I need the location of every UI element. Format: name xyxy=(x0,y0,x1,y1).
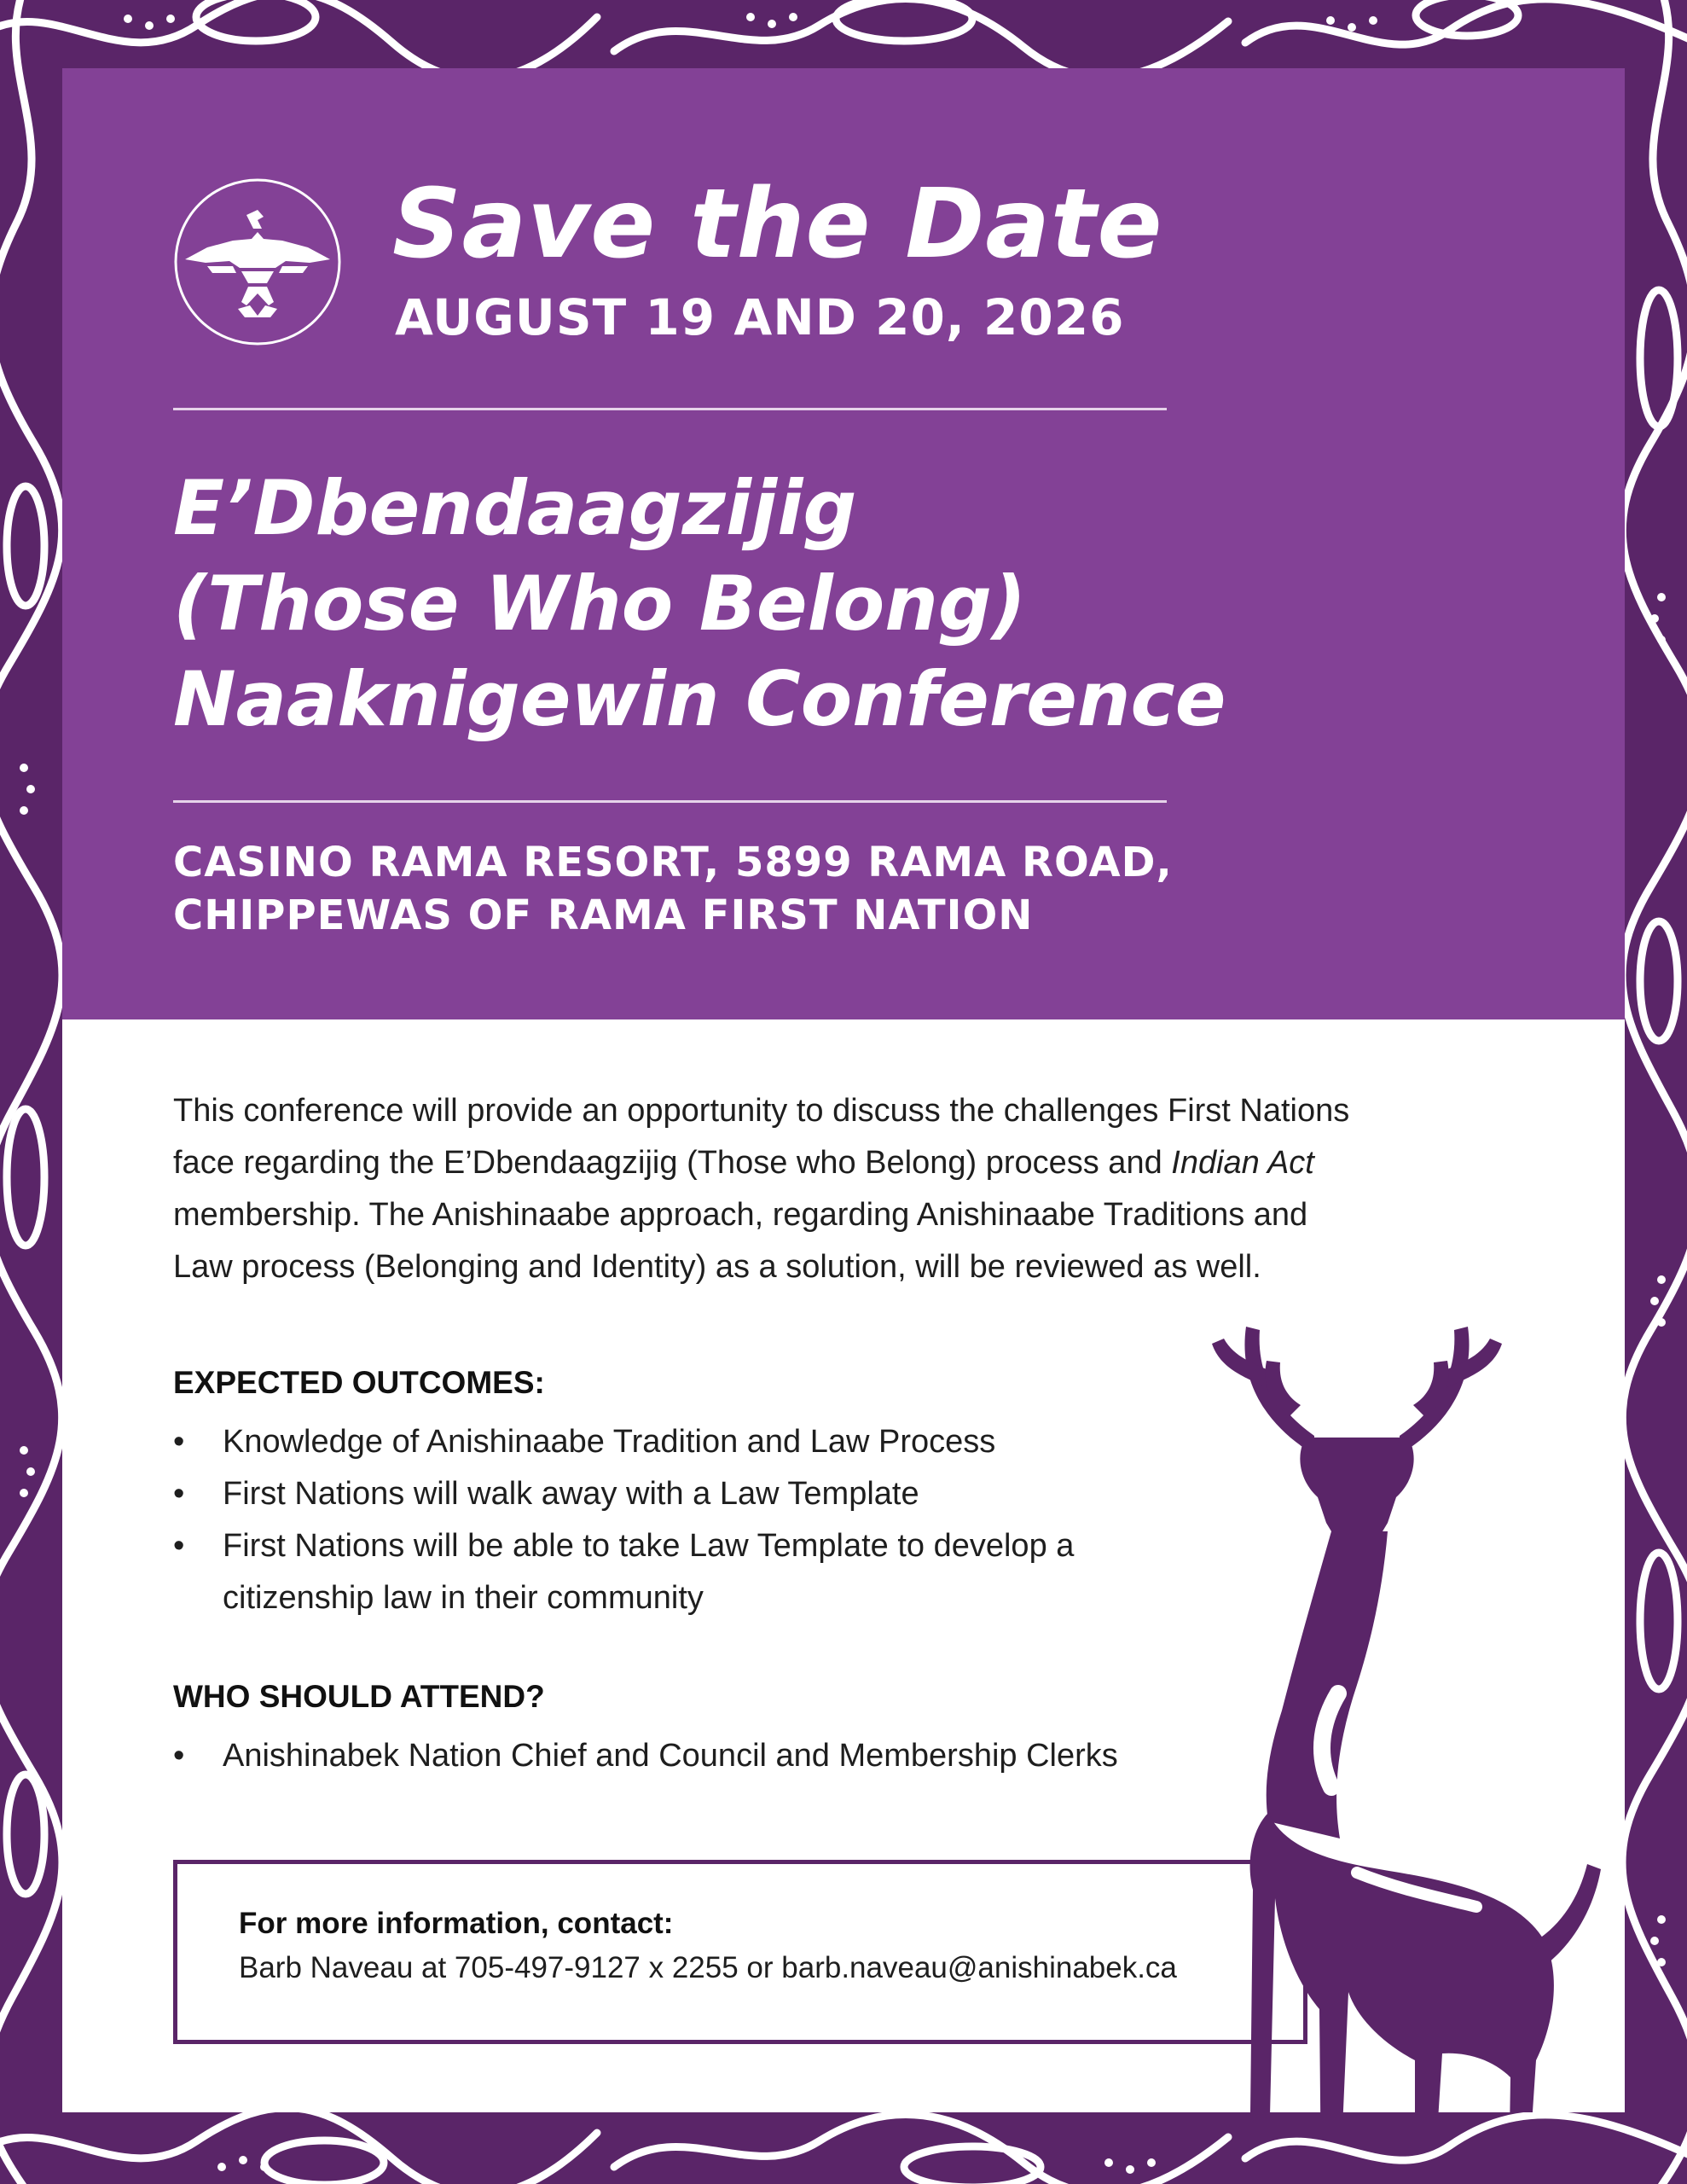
conference-title-line: Naaknigewin Conference xyxy=(173,655,1226,743)
indian-act-emphasis: Indian Act xyxy=(1171,1145,1314,1181)
venue-line: CHIPPEWAS OF RAMA FIRST NATION xyxy=(173,892,1034,939)
list-item-text: First Nations will be able to take Law Template to develop a xyxy=(223,1528,1075,1564)
divider-bottom xyxy=(173,800,1167,803)
event-date: AUGUST 19 AND 20, 2026 xyxy=(395,288,1125,346)
list-item-text: First Nations will walk away with a Law Template xyxy=(223,1476,919,1512)
list-item-text: Knowledge of Anishinaabe Tradition and Law Process xyxy=(223,1424,996,1460)
contact-box xyxy=(173,1860,1307,2044)
intro-line: This conference will provide an opportunity to discuss the challenges First Nations xyxy=(173,1093,1350,1129)
bullet-marker: • xyxy=(173,1738,185,1774)
list-item-text: Anishinabek Nation Chief and Council and Membership Clerks xyxy=(223,1738,1118,1774)
conference-title-line: E’Dbendaagzijig xyxy=(173,464,857,552)
list-item xyxy=(173,1520,1282,1624)
attend-list xyxy=(173,1730,1282,1782)
list-item xyxy=(173,1416,1282,1468)
list-item-text: citizenship law in their community xyxy=(223,1580,704,1616)
contact-details[interactable]: Barb Naveau at 705-497-9127 x 2255 or barb.naveau@anishinabek.ca xyxy=(239,1951,1177,1984)
who-should-attend-heading: WHO SHOULD ATTEND? xyxy=(173,1679,545,1714)
intro-paragraph xyxy=(173,1085,1521,1293)
deer-silhouette-icon xyxy=(1186,1310,1625,2112)
bullet-marker: • xyxy=(173,1424,185,1460)
intro-text: face regarding the E’Dbendaagzijig (Those who Belong) process and xyxy=(173,1145,1172,1181)
intro-line xyxy=(173,1137,1521,1189)
intro-line: Law process (Belonging and Identity) as a solution, will be reviewed as well. xyxy=(173,1249,1261,1285)
list-item xyxy=(173,1730,1282,1782)
hero-banner xyxy=(62,68,1625,1019)
bullet-marker: • xyxy=(173,1476,185,1512)
content-panel xyxy=(62,68,1625,2112)
divider-top xyxy=(173,408,1167,410)
expected-outcomes-heading: EXPECTED OUTCOMES: xyxy=(173,1365,545,1400)
bullet-marker: • xyxy=(173,1528,185,1564)
outcomes-list xyxy=(173,1416,1282,1624)
intro-line: membership. The Anishinaabe approach, regarding Anishinaabe Traditions and xyxy=(173,1197,1308,1233)
venue-line: CASINO RAMA RESORT, 5899 RAMA ROAD, xyxy=(173,839,1173,886)
conference-title xyxy=(173,461,1226,747)
contact-heading: For more information, contact: xyxy=(239,1907,674,1940)
list-item xyxy=(173,1468,1282,1520)
thunderbird-logo-icon xyxy=(173,177,342,346)
save-the-date-heading: Save the Date xyxy=(392,169,1163,280)
venue-address xyxy=(173,836,1173,942)
conference-title-line: (Those Who Belong) xyxy=(173,560,1027,648)
